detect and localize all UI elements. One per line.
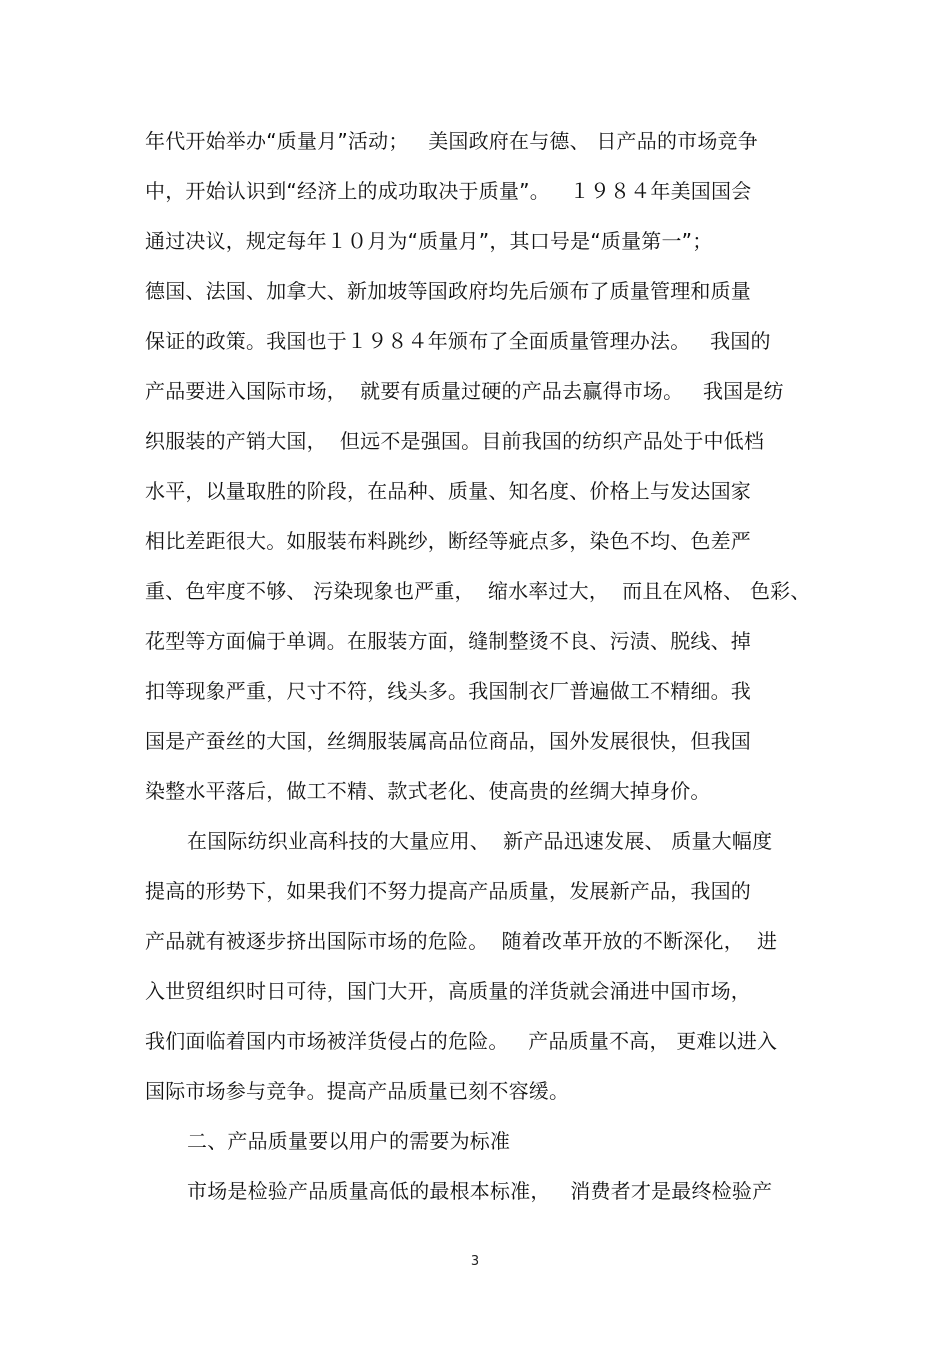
text-line: 产品要进入国际市场， 就要有质量过硬的产品去赢得市场。 我国是纺: [145, 379, 784, 403]
text-line: 我们面临着国内市场被洋货侵占的危险。 产品质量不高， 更难以进入: [145, 1029, 778, 1053]
body-text: [145, 116, 825, 1216]
text-line: 相比差距很大。如服装布料跳纱，断经等疵点多，染色不均、色差严: [145, 529, 751, 553]
page-number: 3: [470, 1254, 480, 1269]
paragraph-first-line: 市场是检验产品质量高低的最根本标准， 消费者才是最终检验产: [187, 1179, 773, 1203]
text-line: 德国、法国、加拿大、新加坡等国政府均先后颁布了质量管理和质量: [145, 279, 751, 303]
text-line: 年代开始举办“质量月”活动； 美国政府在与德、 日产品的市场竞争: [145, 129, 758, 153]
text-line: 扣等现象严重，尺寸不符，线头多。我国制衣厂普遍做工不精细。我: [145, 679, 751, 703]
text-line: 中，开始认识到“经济上的成功取决于质量”。 １９８４年美国国会: [145, 179, 752, 203]
text-line: 国是产蚕丝的大国，丝绸服装属高品位商品，国外发展很快，但我国: [145, 729, 751, 753]
paragraph-first-line: 在国际纺织业高科技的大量应用、 新产品迅速发展、 质量大幅度: [187, 829, 773, 853]
section-heading: 二、产品质量要以用户的需要为标准: [187, 1129, 511, 1153]
text-line: 入世贸组织时日可待，国门大开，高质量的洋货就会涌进中国市场，: [145, 979, 751, 1003]
text-line: 染整水平落后，做工不精、款式老化、使高贵的丝绸大掉身价。: [145, 779, 711, 803]
text-line: 产品就有被逐步挤出国际市场的危险。 随着改革开放的不断深化， 进: [145, 929, 778, 953]
text-line: 保证的政策。我国也于１９８４年颁布了全面质量管理办法。 我国的: [145, 329, 771, 353]
text-line: 提高的形势下，如果我们不努力提高产品质量，发展新产品，我国的: [145, 879, 751, 903]
text-line: 水平，以量取胜的阶段，在品种、质量、知名度、价格上与发达国家: [145, 479, 751, 503]
text-line: 织服装的产销大国， 但远不是强国。目前我国的纺织产品处于中低档: [145, 429, 765, 453]
text-line: 通过决议，规定每年１０月为“质量月”，其口号是“质量第一”；: [145, 229, 713, 253]
text-line: 重、色牢度不够、 污染现象也严重， 缩水率过大， 而且在风格、 色彩、: [145, 579, 811, 603]
text-line: 国际市场参与竞争。提高产品质量已刻不容缓。: [145, 1079, 570, 1103]
text-line: 花型等方面偏于单调。在服装方面，缝制整烫不良、污渍、脱线、掉: [145, 629, 751, 653]
